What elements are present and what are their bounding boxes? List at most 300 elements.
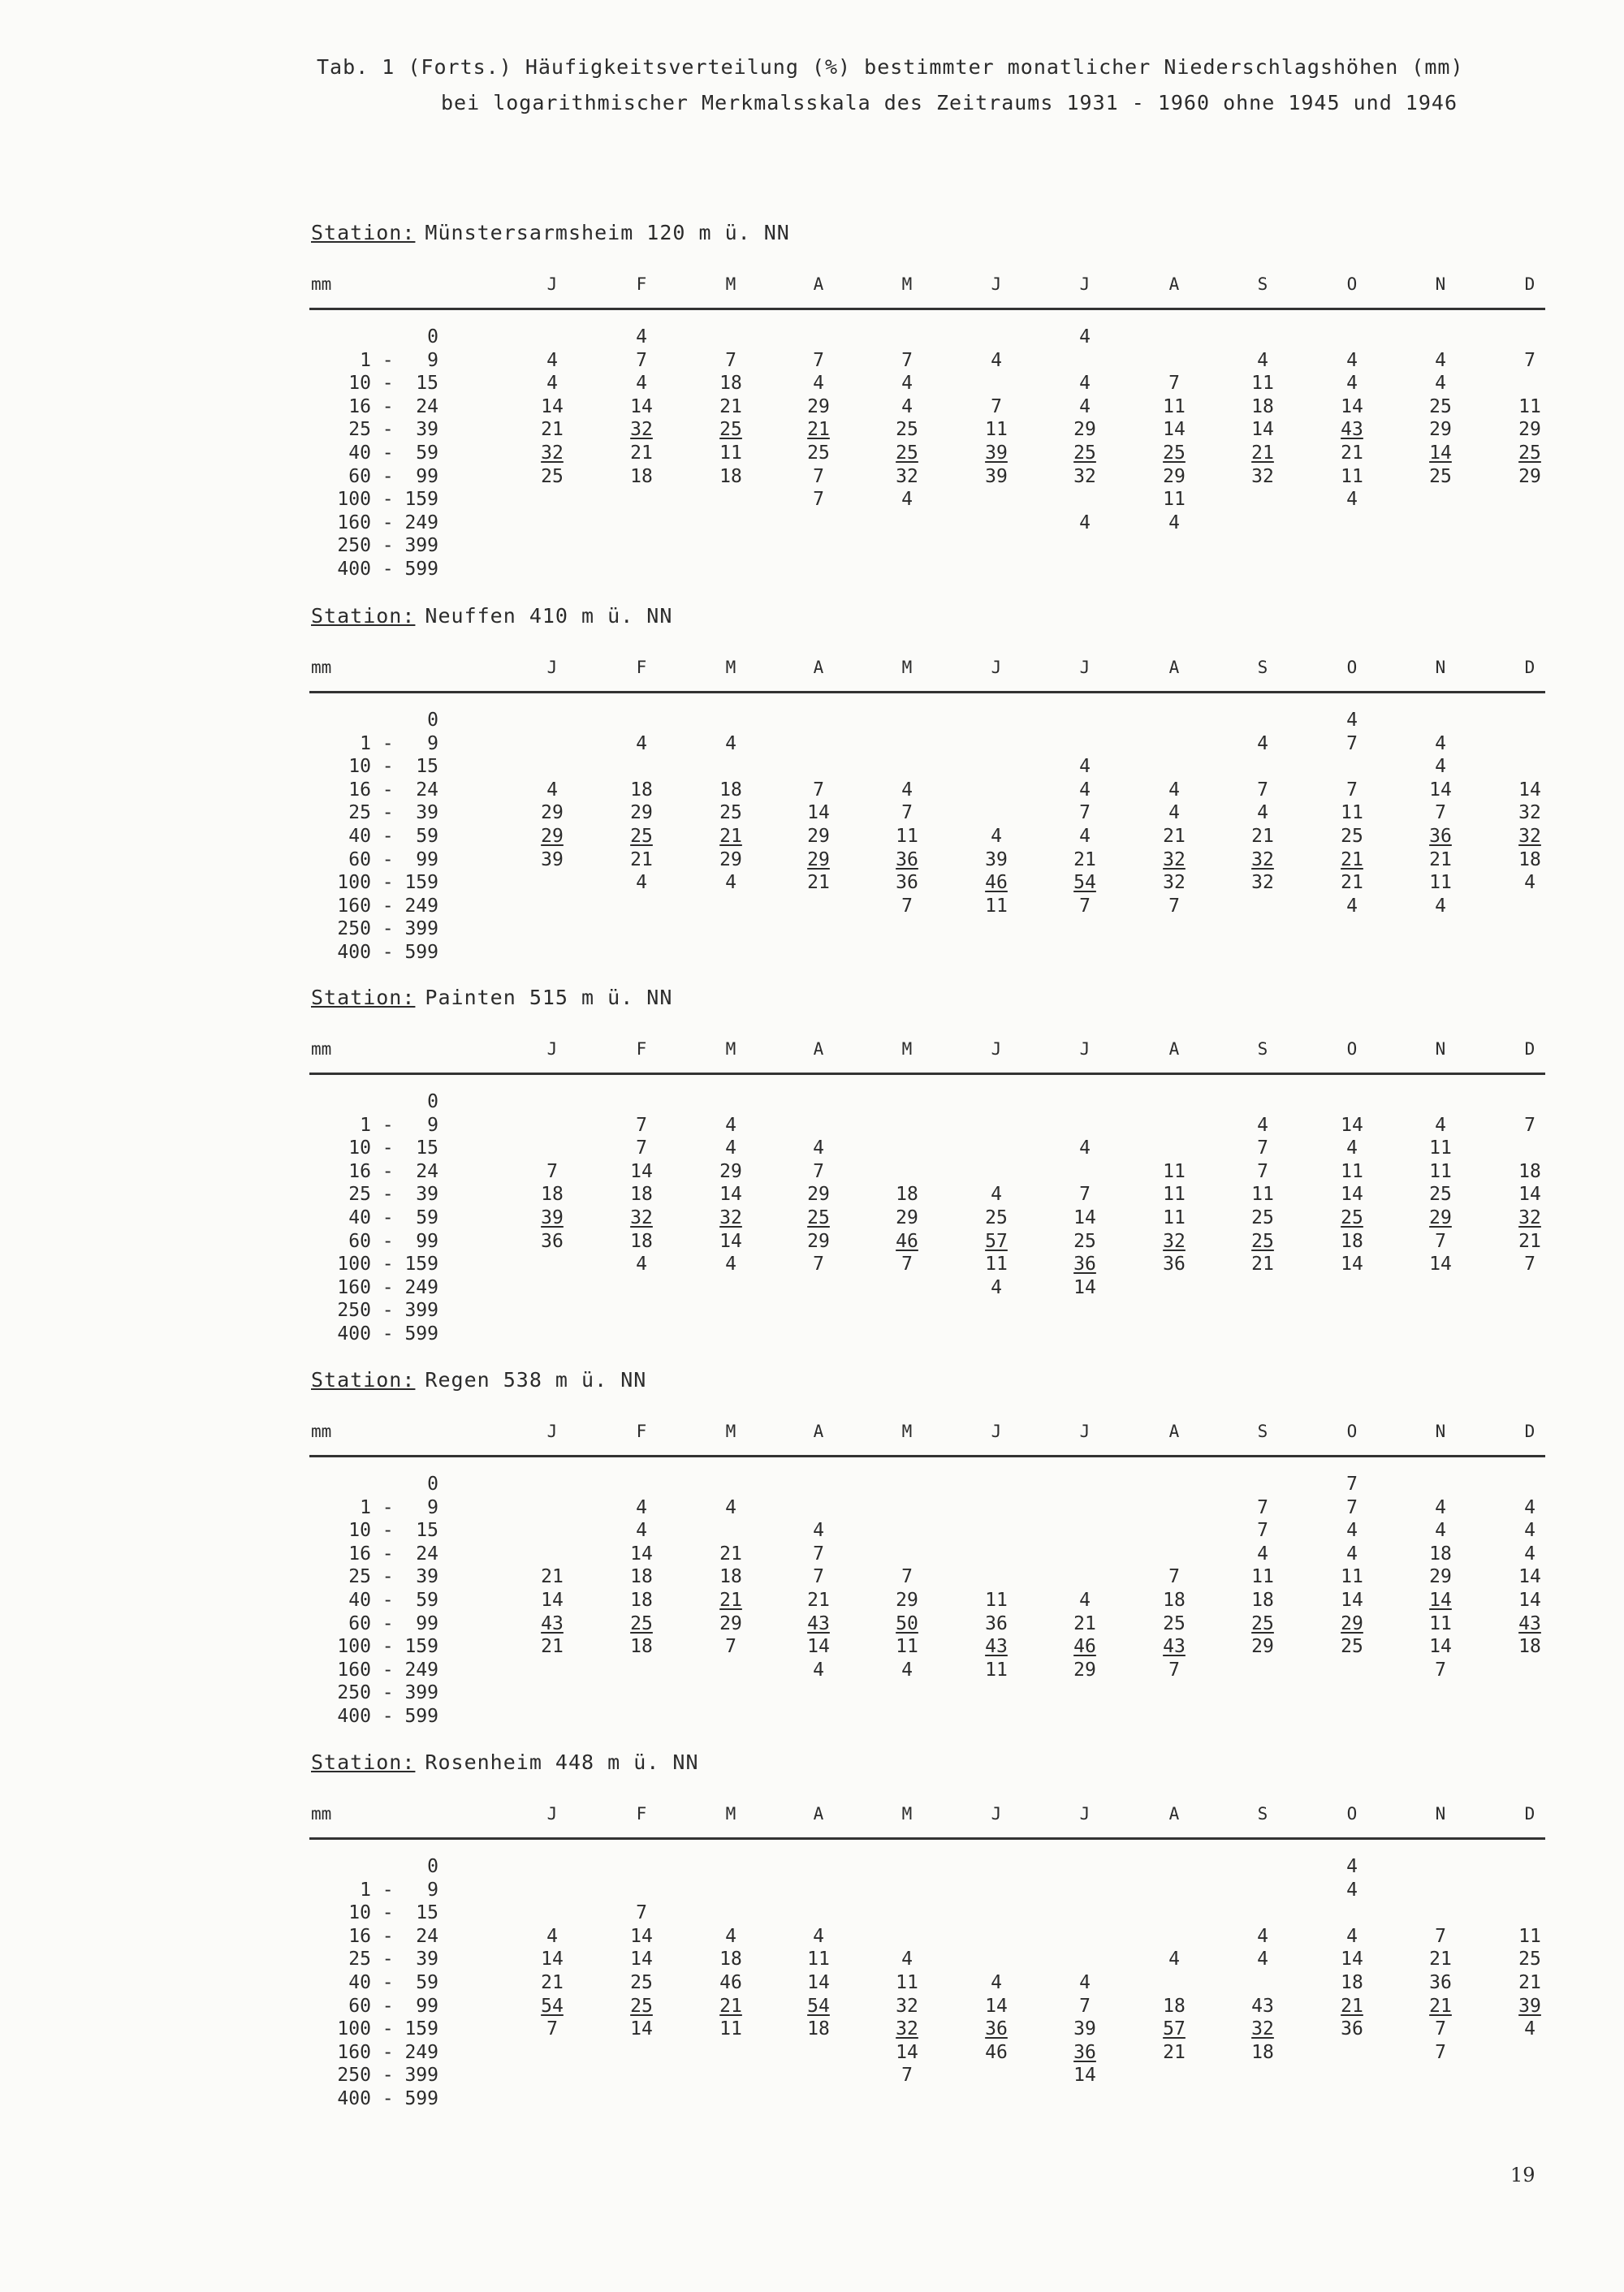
class-range-label: 10 - 15 xyxy=(348,373,438,395)
class-range-label: 1 - 9 xyxy=(360,349,438,371)
frequency-value: 7 xyxy=(1168,1566,1180,1588)
frequency-cell xyxy=(1238,872,1287,893)
frequency-cell xyxy=(1416,826,1465,847)
frequency-value: 4 xyxy=(1346,1856,1358,1877)
frequency-cell xyxy=(1150,1161,1199,1182)
frequency-cell xyxy=(972,1207,1021,1228)
frequency-value: 7 xyxy=(1435,1230,1446,1252)
frequency-cell xyxy=(794,826,843,847)
frequency-value: 14 xyxy=(1429,1590,1452,1611)
frequency-cell xyxy=(972,826,1021,847)
frequency-value: 39 xyxy=(1073,2018,1096,2040)
frequency-cell xyxy=(1505,1497,1554,1518)
frequency-cell xyxy=(1238,1949,1287,1970)
frequency-value: 4 xyxy=(1168,511,1180,533)
frequency-cell xyxy=(1505,1996,1554,2017)
month-header: J xyxy=(991,1804,1002,1824)
frequency-cell xyxy=(617,1161,666,1182)
frequency-cell xyxy=(1505,1115,1554,1136)
frequency-cell xyxy=(1150,466,1199,487)
frequency-value: 4 xyxy=(1079,1137,1091,1159)
frequency-cell xyxy=(794,489,843,510)
month-header: A xyxy=(813,1422,824,1441)
frequency-value: 4 xyxy=(1524,1520,1535,1542)
frequency-cell xyxy=(528,2018,577,2039)
frequency-value: 4 xyxy=(901,395,913,417)
class-range-label: 400 - 599 xyxy=(337,2088,438,2109)
frequency-value: 32 xyxy=(1251,848,1274,870)
frequency-cell xyxy=(1416,1254,1465,1275)
month-header: O xyxy=(1346,1039,1358,1059)
frequency-value: 18 xyxy=(630,779,653,801)
frequency-cell xyxy=(1150,1660,1199,1681)
class-range-label: 0 xyxy=(427,1474,438,1495)
frequency-value: 7 xyxy=(901,1566,913,1588)
frequency-cell xyxy=(1238,2018,1287,2039)
class-range-label: 60 - 99 xyxy=(348,465,438,487)
frequency-value: 4 xyxy=(1257,802,1268,824)
frequency-cell xyxy=(1060,872,1109,893)
frequency-cell xyxy=(528,419,577,440)
frequency-cell xyxy=(1328,1543,1376,1565)
frequency-value: 18 xyxy=(1251,395,1274,417)
class-range-label: 16 - 24 xyxy=(348,395,438,417)
frequency-cell xyxy=(617,2018,666,2039)
frequency-value: 54 xyxy=(1073,872,1096,894)
month-header: M xyxy=(725,1804,736,1824)
month-header: M xyxy=(901,1039,913,1059)
frequency-value: 25 xyxy=(1518,442,1541,464)
frequency-cell xyxy=(972,1590,1021,1611)
frequency-value: 7 xyxy=(1257,1496,1268,1518)
frequency-cell xyxy=(1060,1184,1109,1205)
frequency-cell xyxy=(794,1972,843,1993)
frequency-value: 14 xyxy=(541,1949,564,1970)
frequency-cell xyxy=(1060,1254,1109,1275)
frequency-value: 29 xyxy=(1518,419,1541,441)
frequency-value: 11 xyxy=(1251,373,1274,395)
unit-header: mm xyxy=(311,1422,332,1441)
frequency-value: 25 xyxy=(630,826,653,847)
frequency-value: 4 xyxy=(1346,1925,1358,1947)
frequency-cell xyxy=(1505,1949,1554,1970)
frequency-cell xyxy=(1150,1231,1199,1252)
month-header: J xyxy=(1079,274,1091,294)
frequency-cell xyxy=(706,1926,755,1947)
frequency-value: 7 xyxy=(1346,1474,1358,1495)
station-label: Station: xyxy=(311,1368,416,1392)
frequency-value: 32 xyxy=(1073,465,1096,487)
frequency-cell xyxy=(1060,1636,1109,1657)
frequency-cell xyxy=(972,1277,1021,1298)
frequency-value: 50 xyxy=(896,1612,918,1634)
frequency-value: 18 xyxy=(1341,1972,1363,1993)
page-number: 19 xyxy=(1510,2164,1535,2186)
frequency-cell xyxy=(706,396,755,417)
frequency-cell xyxy=(1416,1949,1465,1970)
frequency-value: 32 xyxy=(896,2018,918,2040)
frequency-cell xyxy=(617,1636,666,1657)
frequency-cell xyxy=(1238,1613,1287,1634)
frequency-cell xyxy=(1328,419,1376,440)
month-header: M xyxy=(725,1039,736,1059)
frequency-value: 54 xyxy=(541,1995,564,2017)
frequency-value: 7 xyxy=(1435,1659,1446,1681)
frequency-cell xyxy=(883,2042,931,2063)
frequency-value: 36 xyxy=(541,1230,564,1252)
class-range-label: 0 xyxy=(427,710,438,731)
frequency-cell xyxy=(528,396,577,417)
frequency-value: 18 xyxy=(807,2018,830,2040)
frequency-cell xyxy=(1060,896,1109,917)
month-header: A xyxy=(1168,1804,1180,1824)
class-range-label: 0 xyxy=(427,1091,438,1112)
frequency-cell xyxy=(706,872,755,893)
month-header: D xyxy=(1524,1804,1535,1824)
frequency-value: 14 xyxy=(630,1949,653,1970)
frequency-value: 7 xyxy=(1346,732,1358,754)
frequency-cell xyxy=(1238,442,1287,464)
frequency-cell xyxy=(1328,826,1376,847)
station-name: Rosenheim 448 m ü. NN xyxy=(425,1750,699,1774)
frequency-value: 4 xyxy=(636,1496,647,1518)
frequency-cell xyxy=(1060,1660,1109,1681)
frequency-cell xyxy=(794,779,843,801)
frequency-cell xyxy=(972,849,1021,870)
frequency-value: 18 xyxy=(896,1184,918,1206)
frequency-cell xyxy=(1416,373,1465,394)
frequency-value: 14 xyxy=(807,1636,830,1658)
frequency-cell xyxy=(706,373,755,394)
station-label: Station: xyxy=(311,221,416,244)
frequency-cell xyxy=(1150,373,1199,394)
month-header: A xyxy=(1168,658,1180,677)
frequency-value: 4 xyxy=(1524,872,1535,894)
frequency-cell xyxy=(1060,396,1109,417)
frequency-cell xyxy=(794,1254,843,1275)
frequency-value: 21 xyxy=(1163,826,1186,847)
class-range-label: 25 - 39 xyxy=(348,419,438,441)
frequency-cell xyxy=(1238,1543,1287,1565)
frequency-value: 25 xyxy=(896,442,918,464)
frequency-value: 29 xyxy=(1163,465,1186,487)
station-label: Station: xyxy=(311,986,416,1009)
frequency-cell xyxy=(794,1996,843,2017)
frequency-value: 4 xyxy=(725,1496,736,1518)
frequency-cell xyxy=(1328,442,1376,464)
frequency-value: 32 xyxy=(630,419,653,441)
frequency-cell xyxy=(706,1184,755,1205)
frequency-value: 14 xyxy=(807,1972,830,1993)
frequency-cell xyxy=(972,1613,1021,1634)
class-range-label: 25 - 39 xyxy=(348,1184,438,1206)
frequency-cell xyxy=(1238,1137,1287,1159)
class-range-label: 400 - 599 xyxy=(337,1323,438,1345)
month-header: F xyxy=(636,274,647,294)
frequency-value: 4 xyxy=(546,349,558,371)
frequency-cell xyxy=(706,1231,755,1252)
frequency-cell xyxy=(528,442,577,464)
frequency-cell xyxy=(1416,849,1465,870)
frequency-value: 4 xyxy=(725,1925,736,1947)
frequency-cell xyxy=(1238,779,1287,801)
frequency-value: 14 xyxy=(1073,1276,1096,1298)
frequency-value: 21 xyxy=(541,1972,564,1993)
station-section xyxy=(0,221,1624,594)
frequency-value: 36 xyxy=(1073,1254,1096,1275)
frequency-value: 7 xyxy=(901,349,913,371)
frequency-value: 4 xyxy=(725,1137,736,1159)
frequency-value: 4 xyxy=(1435,895,1446,917)
station-section xyxy=(0,986,1624,1359)
frequency-cell xyxy=(528,779,577,801)
frequency-value: 21 xyxy=(630,442,653,464)
frequency-cell xyxy=(794,849,843,870)
month-header: A xyxy=(1168,1039,1180,1059)
frequency-value: 11 xyxy=(1429,1612,1452,1634)
frequency-cell xyxy=(1238,1636,1287,1657)
frequency-value: 18 xyxy=(719,373,742,395)
frequency-value: 7 xyxy=(1435,802,1446,824)
month-header: J xyxy=(546,1804,558,1824)
frequency-cell xyxy=(617,1590,666,1611)
frequency-cell xyxy=(883,396,931,417)
frequency-value: 43 xyxy=(1518,1612,1541,1634)
frequency-value: 11 xyxy=(985,1590,1008,1611)
frequency-value: 14 xyxy=(1518,779,1541,801)
frequency-cell xyxy=(972,1184,1021,1205)
frequency-cell xyxy=(794,466,843,487)
frequency-cell xyxy=(1328,872,1376,893)
frequency-value: 7 xyxy=(1346,1496,1358,1518)
frequency-cell xyxy=(617,872,666,893)
frequency-value: 25 xyxy=(1073,442,1096,464)
frequency-value: 4 xyxy=(725,872,736,894)
frequency-cell xyxy=(883,1636,931,1657)
header-rule xyxy=(309,1837,1545,1840)
station-label: Station: xyxy=(311,1750,416,1774)
class-range-label: 1 - 9 xyxy=(360,1879,438,1901)
frequency-cell xyxy=(1416,1660,1465,1681)
frequency-value: 29 xyxy=(541,826,564,847)
frequency-cell xyxy=(1416,1161,1465,1182)
frequency-value: 7 xyxy=(991,395,1002,417)
frequency-value: 29 xyxy=(807,395,830,417)
class-range-label: 400 - 599 xyxy=(337,559,438,580)
month-header: S xyxy=(1257,1804,1268,1824)
frequency-value: 18 xyxy=(1518,1160,1541,1182)
station-name: Painten 515 m ü. NN xyxy=(425,986,673,1009)
frequency-cell xyxy=(1238,466,1287,487)
class-range-label: 100 - 159 xyxy=(337,1636,438,1658)
frequency-cell xyxy=(1505,1566,1554,1587)
frequency-value: 32 xyxy=(1518,802,1541,824)
frequency-value: 11 xyxy=(1163,1160,1186,1182)
frequency-cell xyxy=(1060,466,1109,487)
month-header: M xyxy=(725,274,736,294)
frequency-value: 7 xyxy=(546,2018,558,2040)
frequency-cell xyxy=(1328,1880,1376,1901)
frequency-value: 7 xyxy=(813,1543,824,1565)
frequency-cell xyxy=(883,1972,931,1993)
frequency-value: 29 xyxy=(807,1230,830,1252)
frequency-cell xyxy=(617,326,666,347)
frequency-value: 25 xyxy=(1251,1612,1274,1634)
class-range-label: 250 - 399 xyxy=(337,1682,438,1704)
frequency-value: 4 xyxy=(1346,895,1358,917)
frequency-cell xyxy=(1238,1590,1287,1611)
frequency-cell xyxy=(1150,1566,1199,1587)
frequency-cell xyxy=(1505,2018,1554,2039)
frequency-cell xyxy=(617,1207,666,1228)
class-range-label: 160 - 249 xyxy=(337,2041,438,2063)
frequency-cell xyxy=(617,466,666,487)
frequency-cell xyxy=(1060,326,1109,347)
frequency-cell xyxy=(1416,2042,1465,2063)
frequency-cell xyxy=(883,849,931,870)
frequency-value: 7 xyxy=(1257,1520,1268,1542)
frequency-value: 11 xyxy=(985,419,1008,441)
frequency-value: 21 xyxy=(1073,1612,1096,1634)
frequency-value: 4 xyxy=(725,1114,736,1136)
frequency-cell xyxy=(706,1137,755,1159)
class-range-label: 25 - 39 xyxy=(348,1949,438,1970)
unit-header: mm xyxy=(311,1039,332,1059)
month-header: J xyxy=(991,274,1002,294)
frequency-cell xyxy=(706,849,755,870)
frequency-cell xyxy=(1150,2018,1199,2039)
frequency-value: 25 xyxy=(985,1207,1008,1228)
frequency-cell xyxy=(1238,396,1287,417)
class-range-label: 10 - 15 xyxy=(348,1137,438,1159)
frequency-value: 4 xyxy=(901,779,913,801)
month-header: D xyxy=(1524,1422,1535,1441)
frequency-cell xyxy=(794,1613,843,1634)
frequency-value: 7 xyxy=(1435,1925,1446,1947)
frequency-value: 14 xyxy=(1518,1184,1541,1206)
frequency-value: 46 xyxy=(985,872,1008,894)
frequency-value: 43 xyxy=(807,1612,830,1634)
frequency-cell xyxy=(794,1543,843,1565)
frequency-value: 29 xyxy=(807,1184,830,1206)
frequency-cell xyxy=(1238,1497,1287,1518)
frequency-cell xyxy=(528,1590,577,1611)
frequency-cell xyxy=(1505,779,1554,801)
frequency-cell xyxy=(1238,826,1287,847)
frequency-cell xyxy=(1150,396,1199,417)
month-header: M xyxy=(901,274,913,294)
class-range-label: 25 - 39 xyxy=(348,1566,438,1588)
frequency-cell xyxy=(1328,779,1376,801)
frequency-cell xyxy=(883,872,931,893)
frequency-cell xyxy=(972,1231,1021,1252)
frequency-cell xyxy=(1060,1613,1109,1634)
station-heading xyxy=(311,1368,646,1392)
frequency-value: 39 xyxy=(541,848,564,870)
frequency-cell xyxy=(883,1254,931,1275)
frequency-value: 4 xyxy=(1079,1590,1091,1611)
frequency-cell xyxy=(1060,1137,1109,1159)
frequency-value: 57 xyxy=(985,1230,1008,1252)
frequency-cell xyxy=(1328,1856,1376,1877)
frequency-cell xyxy=(1238,733,1287,754)
frequency-cell xyxy=(1505,466,1554,487)
frequency-value: 4 xyxy=(991,1184,1002,1206)
frequency-value: 4 xyxy=(546,1925,558,1947)
frequency-value: 18 xyxy=(1341,1230,1363,1252)
frequency-value: 32 xyxy=(1163,872,1186,894)
class-range-label: 100 - 159 xyxy=(337,872,438,894)
frequency-cell xyxy=(794,1137,843,1159)
frequency-value: 4 xyxy=(1346,1137,1358,1159)
frequency-value: 4 xyxy=(1168,802,1180,824)
frequency-value: 32 xyxy=(1518,826,1541,847)
frequency-cell xyxy=(1150,872,1199,893)
frequency-cell xyxy=(883,779,931,801)
frequency-cell xyxy=(1505,1636,1554,1657)
frequency-cell xyxy=(883,1566,931,1587)
class-range-label: 60 - 99 xyxy=(348,1230,438,1252)
frequency-cell xyxy=(794,419,843,440)
frequency-value: 18 xyxy=(1429,1543,1452,1565)
frequency-value: 21 xyxy=(719,395,742,417)
frequency-cell xyxy=(1060,442,1109,464)
frequency-cell xyxy=(972,466,1021,487)
frequency-cell xyxy=(1060,2042,1109,2063)
frequency-value: 7 xyxy=(901,1254,913,1275)
frequency-cell xyxy=(1416,1520,1465,1541)
frequency-cell xyxy=(528,373,577,394)
frequency-cell xyxy=(1416,1926,1465,1947)
frequency-cell xyxy=(1238,1996,1287,2017)
frequency-cell xyxy=(617,1543,666,1565)
frequency-cell xyxy=(1150,1207,1199,1228)
frequency-value: 7 xyxy=(1168,373,1180,395)
frequency-cell xyxy=(1060,756,1109,777)
frequency-cell xyxy=(706,1613,755,1634)
class-range-label: 40 - 59 xyxy=(348,1590,438,1611)
frequency-cell xyxy=(794,373,843,394)
frequency-cell xyxy=(1505,1543,1554,1565)
frequency-value: 14 xyxy=(630,395,653,417)
frequency-value: 7 xyxy=(1524,1114,1535,1136)
class-range-label: 250 - 399 xyxy=(337,918,438,940)
frequency-value: 7 xyxy=(813,1254,824,1275)
frequency-cell xyxy=(706,826,755,847)
month-header: M xyxy=(725,1422,736,1441)
header-rule xyxy=(309,1455,1545,1457)
frequency-value: 43 xyxy=(541,1612,564,1634)
frequency-value: 36 xyxy=(985,1612,1008,1634)
frequency-cell xyxy=(1505,1972,1554,1993)
frequency-value: 21 xyxy=(1251,442,1274,464)
frequency-cell xyxy=(1238,373,1287,394)
frequency-cell xyxy=(794,1926,843,1947)
month-header: F xyxy=(636,658,647,677)
frequency-value: 7 xyxy=(813,489,824,511)
frequency-value: 32 xyxy=(1251,872,1274,894)
frequency-value: 29 xyxy=(1341,1612,1363,1634)
frequency-cell xyxy=(1150,1254,1199,1275)
station-section xyxy=(0,1750,1624,2124)
frequency-value: 7 xyxy=(813,349,824,371)
class-range-label: 160 - 249 xyxy=(337,1276,438,1298)
frequency-cell xyxy=(617,1231,666,1252)
frequency-cell xyxy=(706,350,755,371)
frequency-cell xyxy=(1505,396,1554,417)
frequency-value: 18 xyxy=(1518,1636,1541,1658)
frequency-value: 21 xyxy=(807,419,830,441)
